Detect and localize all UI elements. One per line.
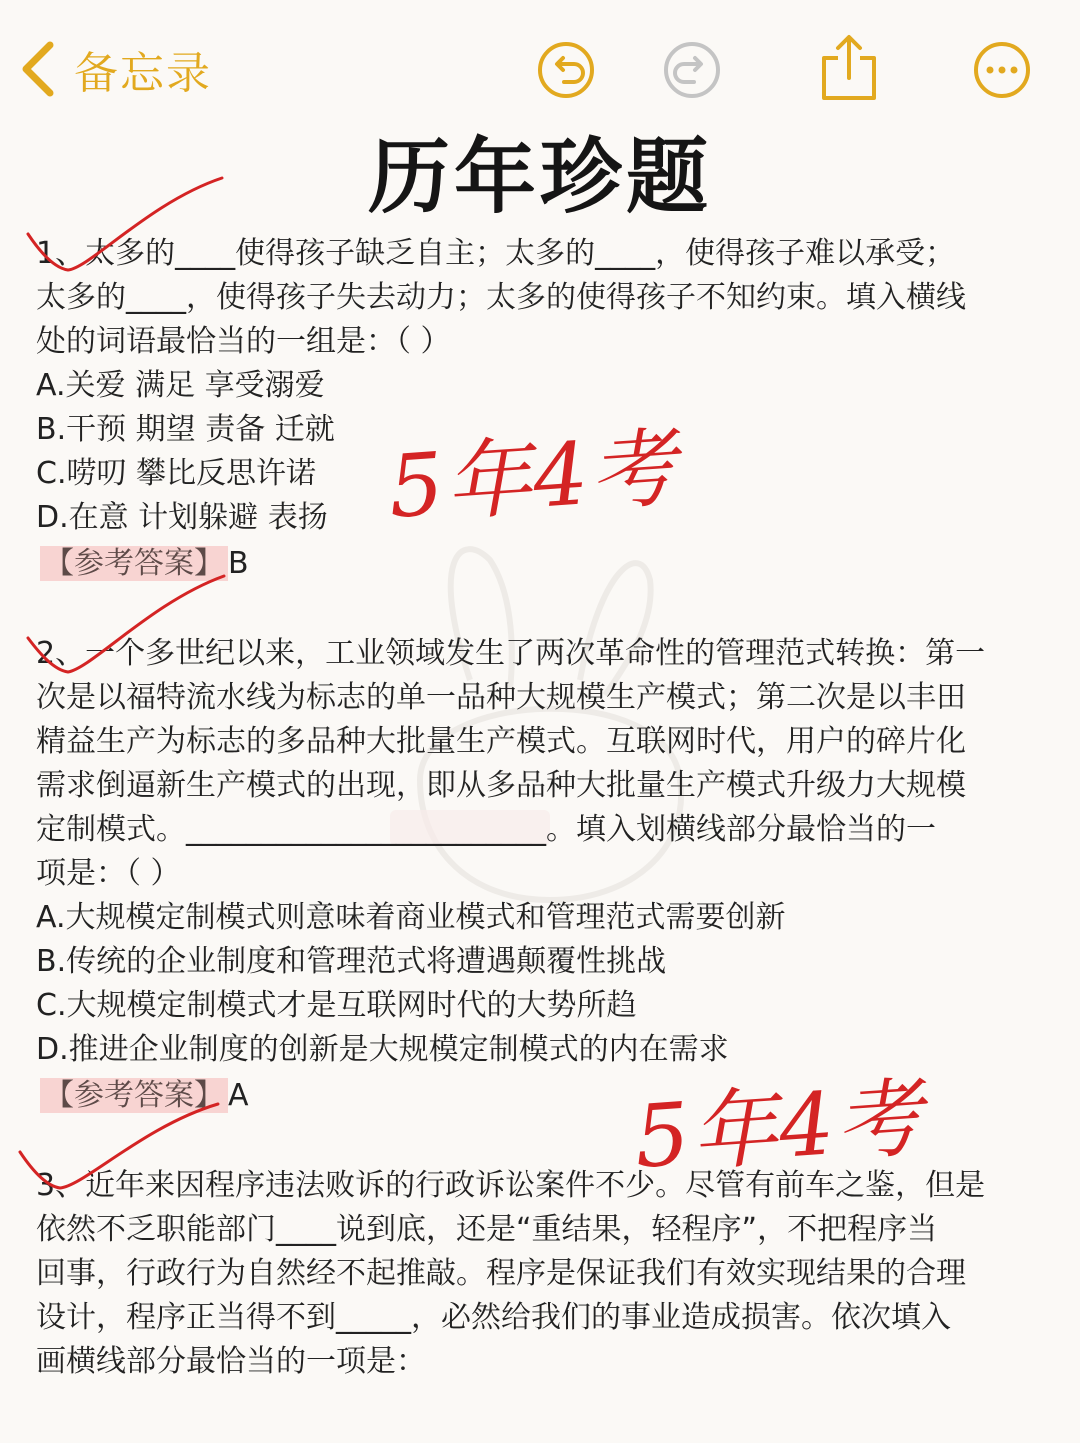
top-navigation-bar: [0, 0, 1080, 120]
back-button[interactable]: [20, 38, 212, 100]
question-1-answer: [40, 542, 249, 586]
question-2-text-line: 次是以福特流水线为标志的单一品种大规模生产模式；第二次是以丰田: [36, 680, 966, 715]
answer-value: A: [228, 1078, 249, 1113]
question-2-answer: [40, 1074, 249, 1118]
question-2-option-d: D.推进企业制度的创新是大规模定制模式的内在需求: [36, 1032, 729, 1067]
question-1-text-line: 处的词语最恰当的一组是：（ ）: [36, 324, 451, 359]
question-2-text-line: 精益生产为标志的多品种大批量生产模式。互联网时代，用户的碎片化: [36, 724, 966, 759]
question-2-text-line: 定制模式。________________________。填入划横线部分最恰当的一: [36, 812, 936, 847]
chevron-left-icon: [20, 41, 56, 97]
question-2-option-b: B.传统的企业制度和管理范式将遭遇颠覆性挑战: [36, 944, 667, 979]
question-3-text-line: 3、近年来因程序违法败诉的行政诉讼案件不少。尽管有前车之鉴，但是: [36, 1168, 986, 1203]
question-1-text-line: 太多的____，使得孩子失去动力；太多的使得孩子不知约束。填入横线: [36, 280, 966, 315]
handwritten-stamp: 5年4考: [385, 418, 682, 538]
handwritten-stamp: 5年4考: [631, 1068, 928, 1188]
question-2-option-c: C.大规模定制模式才是互联网时代的大势所趋: [36, 988, 637, 1023]
question-1-option-c: C.唠叨 攀比反思许诺: [36, 456, 317, 491]
undo-icon[interactable]: [536, 40, 596, 100]
more-options-icon[interactable]: [972, 40, 1032, 100]
question-2-text-line: 需求倒逼新生产模式的出现，即从多品种大批量生产模式升级力大规模: [36, 768, 966, 803]
question-1-text-line: 1、太多的____使得孩子缺乏自主；太多的____，使得孩子难以承受；: [36, 236, 956, 271]
question-3-text-line: 依然不乏职能部门____说到底，还是“重结果，轻程序”，不把程序当: [36, 1212, 938, 1247]
question-2-text-line: 项是：（ ）: [36, 856, 181, 891]
share-icon[interactable]: [818, 32, 880, 102]
question-1-option-d: D.在意 计划躲避 表扬: [36, 500, 328, 535]
question-2-option-a: A.大规模定制模式则意味着商业模式和管理范式需要创新: [36, 900, 786, 935]
answer-label: 【参考答案】: [40, 546, 228, 581]
question-3-text-line: 设计，程序正当得不到_____，必然给我们的事业造成损害。依次填入: [36, 1300, 951, 1335]
answer-label: 【参考答案】: [40, 1078, 228, 1113]
note-title: 历年珍题: [367, 130, 712, 225]
question-1-option-b: B.干预 期望 责备 迁就: [36, 412, 335, 447]
question-1-option-a: A.关爱 满足 享受溺爱: [36, 368, 325, 403]
redo-icon[interactable]: [662, 40, 722, 100]
question-3-text-line: 回事，行政行为自然经不起推敲。程序是保证我们有效实现结果的合理: [36, 1256, 966, 1291]
answer-value: B: [228, 546, 249, 581]
question-2-text-line: 2、一个多世纪以来，工业领域发生了两次革命性的管理范式转换：第一: [36, 636, 986, 671]
back-button-label: 备忘录: [74, 48, 212, 99]
question-3-text-line: 画横线部分最恰当的一项是：: [36, 1344, 426, 1379]
